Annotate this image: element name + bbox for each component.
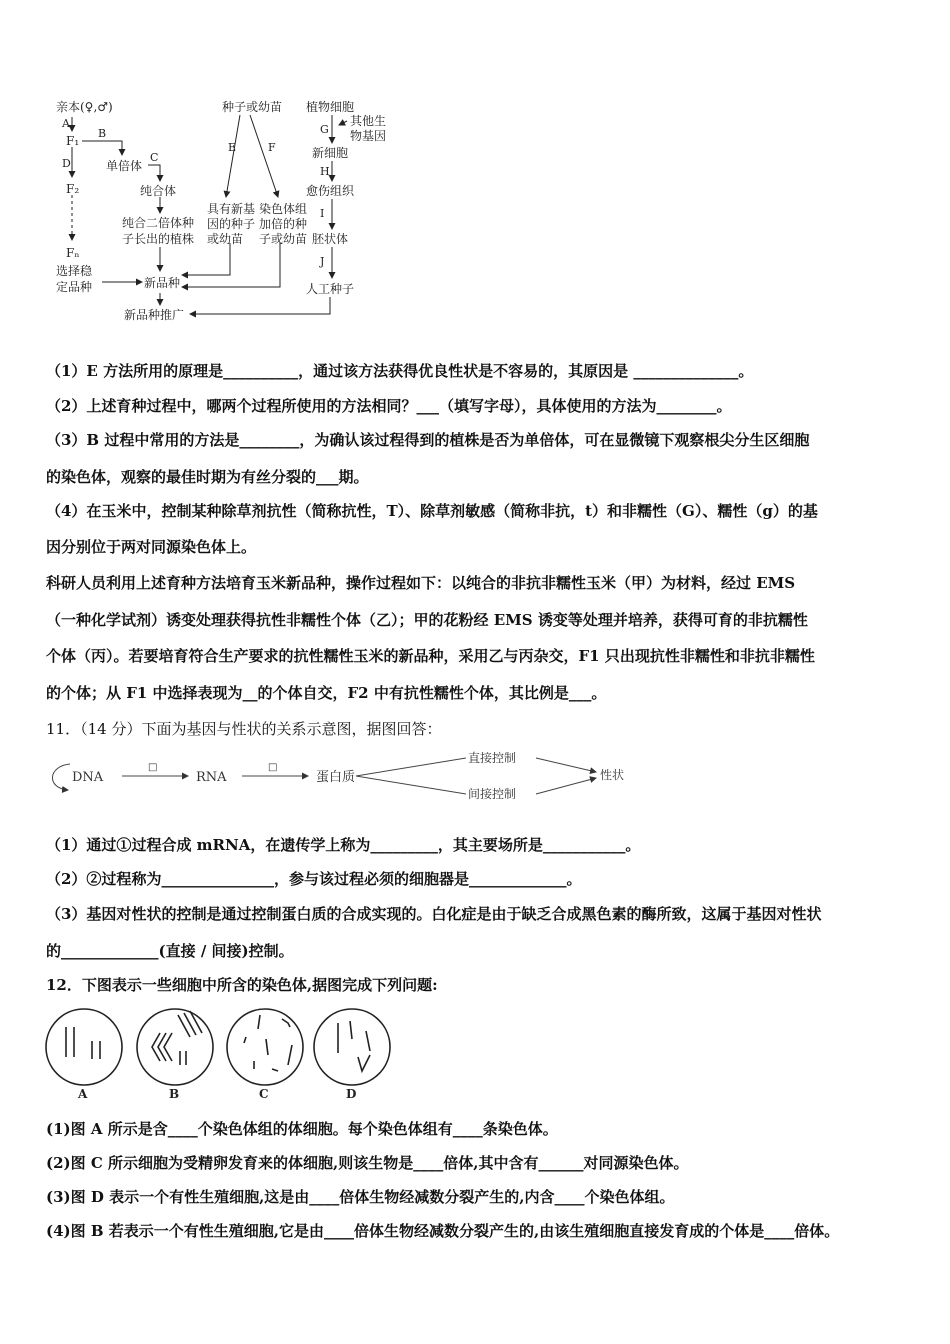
direct-control-label: 直接控制	[468, 751, 517, 765]
double-line3: 子或幼苗	[259, 232, 308, 246]
breeding-diagram	[50, 95, 387, 330]
label-G: G	[320, 123, 329, 136]
chromosome-cells-diagram	[40, 1003, 400, 1101]
seed-label: 种子或幼苗	[222, 100, 283, 114]
select-line1: 选择稳	[56, 264, 93, 278]
q10-part2: （2）上述育种过程中，哪两个过程所使用的方法相同？___（填写字母），具体使用的方法为________。	[46, 397, 732, 415]
label-J: J	[320, 255, 325, 268]
select-line2: 定品种	[56, 280, 93, 294]
q10-part4-line1: （4）在玉米中，控制某种除草剂抗性（简称抗性，T）、除草剂敏感（简称非抗，t）和非糯性（G）、糯性（g）的基	[46, 502, 818, 520]
newgene-line2: 因的种子	[207, 217, 256, 231]
q10-paragraph-line1: 科研人员利用上述育种方法培育玉米新品种，操作过程如下：以纯合的非抗非糯性玉米（甲）为材料，经过 EMS	[46, 574, 796, 592]
cell-C-label: C	[259, 1087, 269, 1101]
newvariety-label: 新品种	[144, 276, 181, 290]
parents-label: 亲本(♀,♂)	[56, 100, 113, 114]
newgene-line1: 具有新基	[207, 202, 256, 216]
label-E: E	[228, 141, 237, 154]
plant-line1: 纯合二倍体种	[122, 216, 195, 230]
q10-part3-line2: 的染色体，观察的最佳时期为有丝分裂的___期。	[46, 468, 369, 486]
newgene-line3: 或幼苗	[207, 232, 244, 246]
protein-label: 蛋白质	[316, 770, 356, 785]
q10-part4-line2: 因分别位于两对同源染色体上。	[46, 538, 257, 556]
dna-label: DNA	[72, 770, 104, 785]
step1-marker: □	[148, 762, 158, 773]
plant-line2: 子长出的植株	[122, 232, 195, 246]
q12-part2: (2)图 C 所示细胞为受精卵发育来的体细胞,则该生物是____倍体,其中含有______对同源染色体。	[46, 1154, 689, 1172]
label-I: I	[320, 207, 325, 220]
cell-B	[137, 1009, 213, 1085]
q11-title: 11．（14 分）下面为基因与性状的关系示意图，据图回答：	[46, 720, 442, 738]
label-B: B	[98, 127, 107, 140]
cell-A	[46, 1009, 122, 1085]
q11-part3-line1: （3）基因对性状的控制是通过控制蛋白质的合成实现的。白化症是由于缺乏合成黑色素的酶所致，这属于基因对性状	[46, 905, 822, 923]
label-F2: F₂	[66, 182, 80, 196]
q12-part1: (1)图 A 所示是含____个染色体组的体细胞。每个染色体组有____条染色体。	[46, 1120, 558, 1138]
q12-part4: (4)图 B 若表示一个有性生殖细胞,它是由____倍体生物经减数分裂产生的,由该生殖细胞直接发育成的个体是____倍体。	[46, 1222, 840, 1240]
plantcell-label: 植物细胞	[306, 100, 355, 114]
double-line1: 染色体组	[259, 202, 308, 216]
embryo-label: 胚状体	[312, 232, 349, 246]
cell-D	[314, 1009, 390, 1085]
label-H: H	[320, 165, 330, 178]
other-line2: 物基因	[350, 129, 387, 143]
label-F: F	[268, 141, 276, 154]
step2-marker: □	[268, 762, 278, 773]
q12-part3: (3)图 D 表示一个有性生殖细胞,这是由____倍体生物经减数分裂产生的,内含____个染色体组。	[46, 1188, 675, 1206]
cell-B-label: B	[169, 1087, 180, 1101]
q10-paragraph-line2: （一种化学试剂）诱变处理获得抗性非糯性个体（乙）；甲的花粉经 EMS 诱变等处理并培养，获得可育的非抗糯性	[46, 611, 808, 629]
q11-part1: （1）通过①过程合成 mRNA，在遗传学上称为_________，其主要场所是___________。	[46, 836, 641, 854]
artificial-seed-label: 人工种子	[306, 282, 355, 296]
newcell-label: 新细胞	[312, 146, 349, 160]
double-line2: 加倍的种	[259, 217, 308, 231]
q10-paragraph-line4: 的个体；从 F1 中选择表现为__的个体自交，F2 中有抗性糯性个体，其比例是___。	[46, 684, 607, 702]
q12-title: 12．下图表示一些细胞中所含的染色体,据图完成下列问题:	[46, 976, 438, 994]
q10-part3-line1: （3）B 过程中常用的方法是________，为确认该过程得到的植株是否为单倍体，可在显微镜下观察根尖分生区细胞	[46, 431, 810, 449]
callus-label: 愈伤组织	[306, 184, 355, 198]
label-Fn: Fₙ	[66, 246, 80, 260]
label-C: C	[150, 151, 159, 164]
other-line1: 其他生	[350, 114, 387, 128]
q10-paragraph-line3: 个体（丙）。若要培育符合生产要求的抗性糯性玉米的新品种，采用乙与丙杂交，F1 只出现抗性非糯性和非抗非糯性	[46, 647, 815, 665]
q11-part2: （2）②过程称为_______________，参与该过程必须的细胞器是_____________。	[46, 870, 582, 888]
q11-part3-line2: 的_____________(直接 / 间接)控制。	[46, 942, 294, 960]
label-D: D	[62, 157, 71, 170]
promotion-label: 新品种推广	[124, 308, 185, 322]
label-A: A	[62, 117, 70, 130]
pure-label: 纯合体	[140, 184, 177, 198]
cell-D-label: D	[346, 1087, 357, 1101]
gene-trait-diagram	[46, 748, 646, 804]
q10-part1: （1）E 方法所用的原理是__________，通过该方法获得优良性状是不容易的，其原因是 ______________。	[46, 362, 754, 380]
indirect-control-label: 间接控制	[468, 787, 517, 801]
trait-label: 性状	[600, 768, 625, 782]
haploid-label: 单倍体	[106, 159, 143, 173]
cell-A-label: A	[78, 1087, 88, 1101]
rna-label: RNA	[196, 770, 227, 785]
label-F1: F₁	[66, 134, 80, 148]
